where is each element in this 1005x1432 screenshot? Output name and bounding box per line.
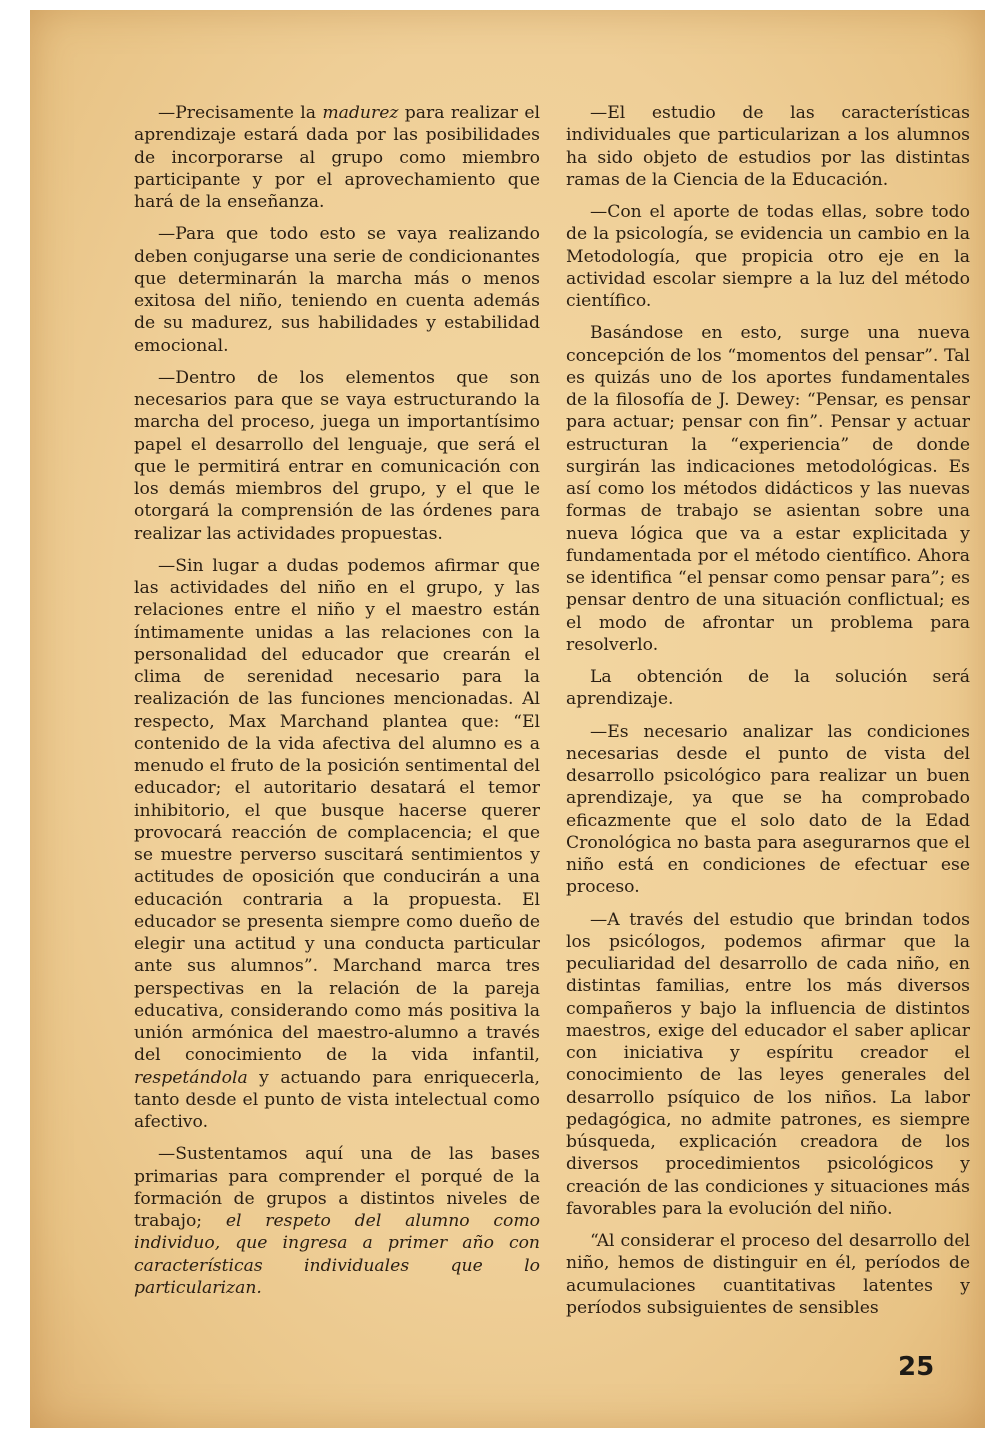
paragraph: —El estudio de las características individuales que particularizan a los alumnos ha sido objeto de estudios por las distintas ramas de la Ciencia de la Educación. <box>566 103 970 190</box>
emphasis: el respeto del alumno como individuo, que ingresa a primer año con características individuales que lo particularizan. <box>134 1211 540 1298</box>
paragraph: —Sin lugar a dudas podemos afirmar que las actividades del niño en el grupo, y las relaciones entre el niño y el maestro están íntimamente unidas a las relaciones con la personalidad del educador que crearán el clima de serenidad necesario para la realización de las funciones mencionadas. Al respecto, Max Marchand plantea que: “El contenido de la vida afectiva del alumno es a menudo el fruto de la posición sentimental del educador; el autoritario desatará el temor inhibitorio, el que busque hacerse querer provocará reacción de complacencia; el que se muestre perverso suscitará sentimientos y actitudes de oposición que conducirán a una educación contraria a la propuesta. El educador se presenta siempre como dueño de elegir una actitud y una conducta particular ante sus alumnos”. Marchand marca tres perspectivas en la relación de la pareja educativa, considerando como más positiva la unión armónica del maestro-alumno a través del conocimiento de la vida infantil, respetándola y actuando para enriquecerla, tanto desde el punto de vista intelectual como afectivo. <box>134 555 540 1132</box>
paragraph: “Al considerar el proceso del desarrollo del niño, hemos de distinguir en él, períodos de acumulaciones cuantitativas latentes y períodos subsiguientes de sensibles <box>566 1231 970 1318</box>
paragraph: —Con el aporte de todas ellas, sobre todo de la psicología, se evidencia un cambio en la Metodología, que propicia otro eje en la actividad escolar siempre a la luz del método científico. <box>566 202 970 311</box>
right-text-column <box>566 102 970 1329</box>
paragraph: La obtención de la solución será aprendizaje. <box>566 667 970 710</box>
left-text-column <box>134 102 540 1309</box>
paragraph: —Es necesario analizar las condiciones necesarias desde el punto de vista del desarrollo psicológico para realizar un buen aprendizaje, ya que se ha comprobado eficazmente que el solo dato de la Edad Cronológica no basta para asegurarnos que el niño está en condiciones de efectuar ese proceso. <box>566 721 970 898</box>
emphasis: madurez <box>322 103 399 123</box>
paragraph: —Precisamente la madurez para realizar el aprendizaje estará dada por las posibilidades de incorporarse al grupo como miembro participante y por el aprovechamiento que hará de la enseñanza. <box>134 103 540 212</box>
page-number: 25 <box>898 1352 935 1382</box>
emphasis: respetándola <box>134 1067 248 1088</box>
paragraph: Basándose en esto, surge una nueva concepción de los “momentos del pensar”. Tal es quizás uno de los aportes fundamentales de la filosofía de J. Dewey: “Pensar, es pensar para actuar; pensar con fin”. Pensar y actuar estructuran la “experiencia” de donde surgirán las indicaciones metodológicas. Es así como los métodos didácticos y las nuevas formas de trabajo se asientan sobre una nueva lógica que va a estar explicitada y fundamentada por el método científico. Ahora se identifica “el pensar como pensar para”; es pensar dentro de una situación conflictual; es el modo de afrontar un problema para resolverlo. <box>566 323 970 655</box>
paragraph: —Para que todo esto se vaya realizando deben conjugarse una serie de condicionantes que determinarán la marcha más o menos exitosa del niño, teniendo en cuenta además de su madurez, sus habilidades y estabilidad emocional. <box>134 224 540 356</box>
paragraph: —A través del estudio que brindan todos los psicólogos, podemos afirmar que la peculiaridad del desarrollo de cada niño, en distintas familias, entre los más diversos compañeros y bajo la influencia de distintos maestros, exige del educador el saber aplicar con iniciativa y espíritu creador el conocimiento de las leyes generales del desarrollo psíquico de los niños. La labor pedagógica, no admite patrones, es siempre búsqueda, explicación creadora de los diversos procedimientos psicológicos y creación de las condiciones y situaciones más favorables para la evolución del niño. <box>566 909 970 1219</box>
paragraph: —Dentro de los elementos que son necesarios para que se vaya estructurando la marcha del proceso, juega un importantísimo papel el desarrollo del lenguaje, que será el que le permitirá entrar en comunicación con los demás miembros del grupo, y el que le otorgará la comprensión de las órdenes para realizar las actividades propuestas. <box>134 367 540 544</box>
paragraph: —Sustentamos aquí una de las bases primarias para comprender el porqué de la formación de grupos a distintos niveles de trabajo; el respeto del alumno como individuo, que ingresa a primer año con características individuales que lo particularizan. <box>134 1144 540 1298</box>
page-sheet <box>30 10 985 1428</box>
